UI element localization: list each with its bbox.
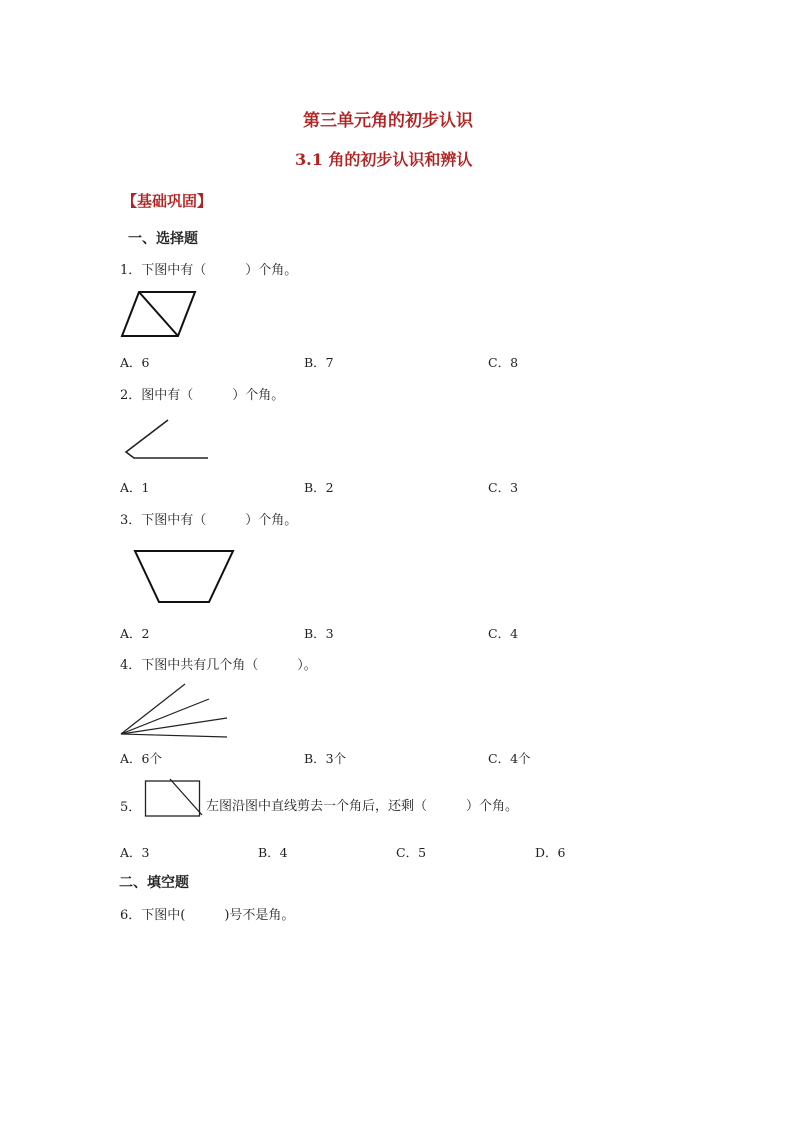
question-4-option-c[interactable]: C．4个 [488,751,531,766]
question-4-figure [119,682,231,740]
question-4-option-b[interactable]: B．3个 [304,751,347,766]
question-1-option-b[interactable]: B．7 [304,355,334,370]
question-4-text: 4．下图中共有几个角（ ）。 [120,658,317,673]
ray-1 [121,684,185,734]
question-3-text: 3．下图中有（ ）个角。 [120,513,298,528]
question-4-option-a[interactable]: A．6个 [120,751,162,766]
question-5-number: 5． [120,800,142,815]
question-6-text: 6．下图中( )号不是角。 [120,908,295,923]
question-2-option-a[interactable]: A．1 [120,480,150,495]
question-3-option-a[interactable]: A．2 [120,626,150,641]
section-tag: 【基础巩固】 [122,192,213,210]
question-5-figure [144,778,204,818]
question-3-figure [133,549,235,605]
question-1-figure [120,290,198,338]
rectangle-shape [146,781,200,816]
question-2-figure [120,418,212,462]
question-5-option-a[interactable]: A．3 [120,845,150,860]
bent-line-shape [126,420,208,458]
question-1-text: 1．下图中有（ ）个角。 [120,263,298,278]
section-heading-choice: 一、选择题 [128,231,198,247]
lesson-subtitle: 3.1 角的初步认识和辨认 [295,150,473,169]
diagonal-line [139,292,178,336]
ray-3 [121,718,227,734]
question-5-option-d[interactable]: D．6 [535,845,566,860]
question-3-option-b[interactable]: B．3 [304,626,334,641]
question-1-option-c[interactable]: C．8 [488,355,519,370]
question-5-option-c[interactable]: C．5 [396,845,427,860]
question-2-option-c[interactable]: C．3 [488,480,519,495]
question-2-option-b[interactable]: B．2 [304,480,334,495]
section-heading-fill-blank: 二、填空题 [119,875,189,891]
trapezoid-shape [135,551,233,602]
question-1-option-a[interactable]: A．6 [120,355,150,370]
question-2-text: 2．图中有（ ）个角。 [120,388,285,403]
question-5-text: 左图沿图中直线剪去一个角后，还剩（ ）个角。 [206,799,519,814]
cut-line [170,779,202,815]
ray-4 [121,734,227,737]
question-5-option-b[interactable]: B．4 [258,845,288,860]
ray-2 [121,699,209,734]
page-title: 第三单元角的初步认识 [303,111,473,131]
question-3-option-c[interactable]: C．4 [488,626,519,641]
